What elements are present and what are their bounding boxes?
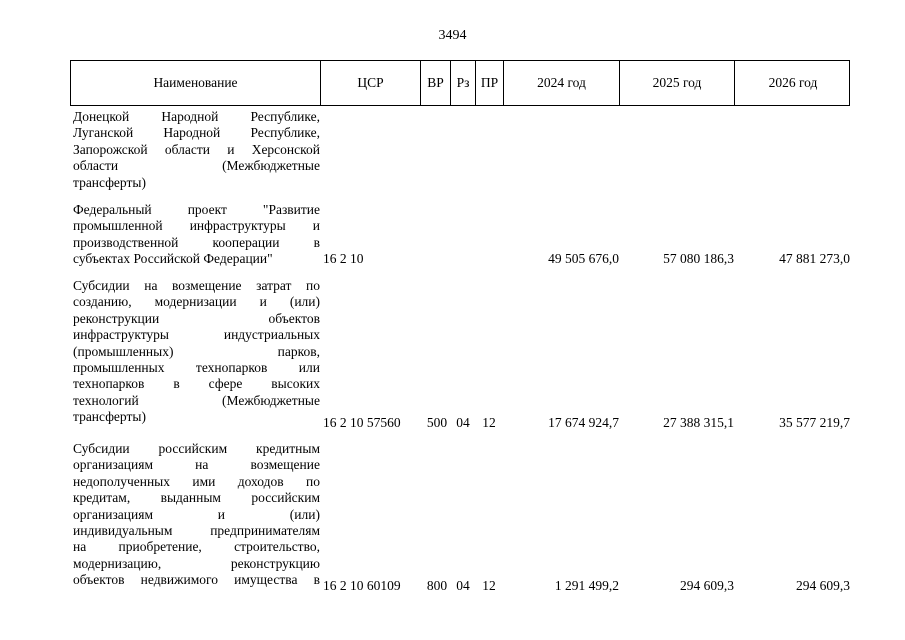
row-2024: 17 674 924,7 <box>548 415 619 430</box>
row-csr: 16 2 10 60109 <box>323 578 401 593</box>
row-2026: 294 609,3 <box>796 578 850 593</box>
header-pr: ПР <box>476 61 504 105</box>
row-rz: 04 <box>456 578 470 593</box>
row-vr: 500 <box>426 415 448 430</box>
row-2026: 35 577 219,7 <box>779 415 850 430</box>
header-rz: Рз <box>451 61 476 105</box>
header-2025: 2025 год <box>620 61 735 105</box>
row-2025: 294 609,3 <box>680 578 734 593</box>
header-2024: 2024 год <box>504 61 620 105</box>
row-csr: 16 2 10 57560 <box>323 415 401 430</box>
row-pr: 12 <box>482 415 496 430</box>
row-2024: 49 505 676,0 <box>548 251 619 266</box>
header-vr: ВР <box>421 61 451 105</box>
row-rz: 04 <box>456 415 470 430</box>
row-name: Федеральный проект "Развитие промышленной инфраструктуры и производственной кооперации в субъектах Российской Федерации" <box>73 202 320 267</box>
header-name: Наименование <box>71 61 321 105</box>
row-name: Субсидии российским кредитным организациям на возмещение недополученных ими доходов по кредитам, выданным российским организациям и (или) индивидуальным предпринимателям на приобретение, строительство, модернизацию, реконструкцию объектов недвижимого имущества в <box>73 441 320 588</box>
row-name: Субсидии на возмещение затрат по созданию, модернизации и (или) реконструкции объектов инфраструктуры индустриальных (промышленных) парков, промышленных технопарков или технопарков в сфере высоких технологий (Межбюджетные трансферты) <box>73 278 320 425</box>
row-name: Донецкой Народной Республике, Луганской Народной Республике, Запорожской области и Херсонской области (Межбюджетные трансферты) <box>73 109 320 190</box>
page-number: 3494 <box>438 28 467 43</box>
table-header <box>70 60 850 106</box>
row-pr: 12 <box>482 578 496 593</box>
row-2024: 1 291 499,2 <box>554 578 619 593</box>
header-2026: 2026 год <box>768 75 818 90</box>
row-2025: 57 080 186,3 <box>663 251 734 266</box>
row-2025: 27 388 315,1 <box>663 415 734 430</box>
row-csr: 16 2 10 <box>323 251 364 266</box>
row-vr: 800 <box>426 578 448 593</box>
header-csr: ЦСР <box>321 61 421 105</box>
row-2026: 47 881 273,0 <box>779 251 850 266</box>
